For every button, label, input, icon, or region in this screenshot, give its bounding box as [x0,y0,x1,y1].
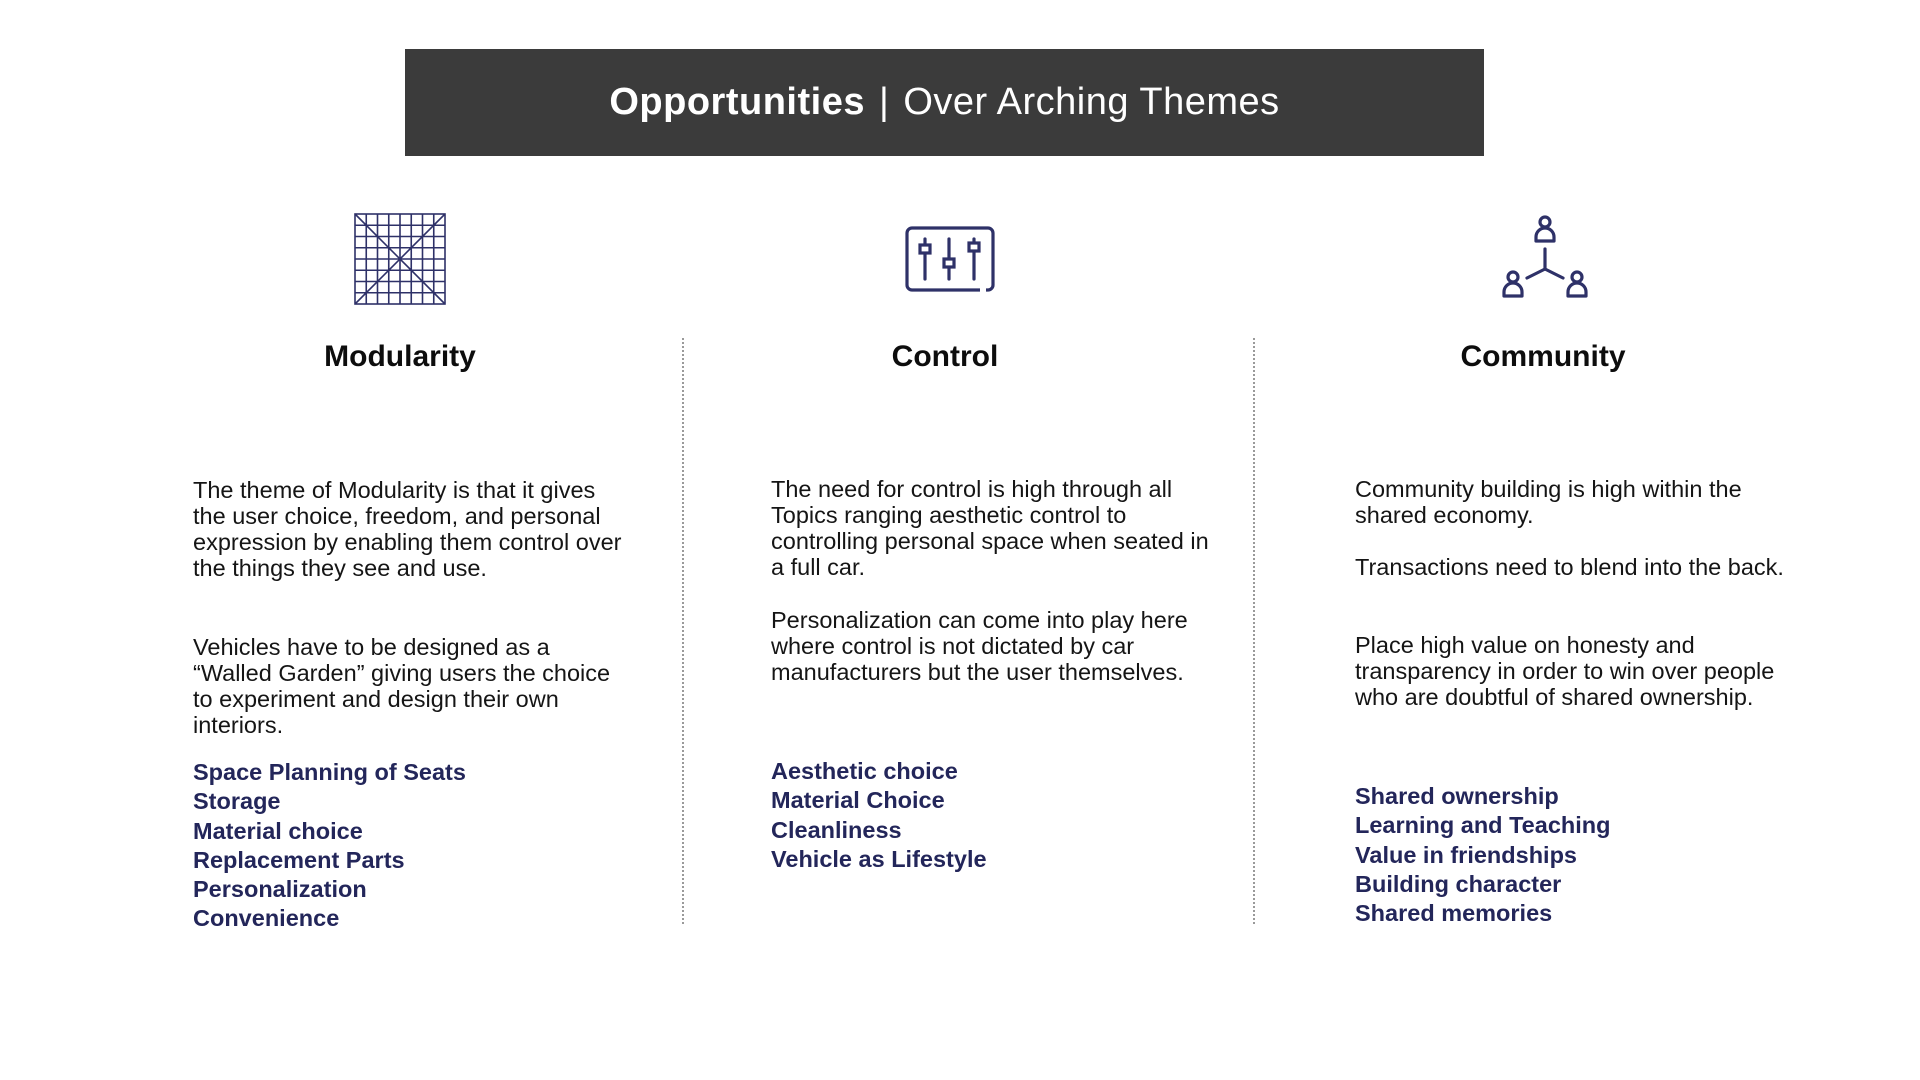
keyword-list [193,758,466,934]
keyword-item: Space Planning of Seats [193,759,466,785]
column-divider [1253,338,1255,924]
keyword-item: Building character [1355,870,1562,897]
column-title: Modularity [324,340,476,373]
title-subtitle: Over Arching Themes [903,81,1280,123]
column-paragraph: Place high value on honesty and transparency in order to win over people who are doubtful of shared ownership. [1355,632,1775,710]
keyword-item: Aesthetic choice [771,758,958,784]
column-paragraph: Community building is high within the shared economy. [1355,476,1742,528]
column-title: Control [891,340,999,373]
keyword-item: Vehicle as Lifestyle [771,845,987,872]
column-paragraph: Transactions need to blend into the back. [1355,554,1784,580]
title-bold: Opportunities [609,81,865,123]
keyword-item: Replacement Parts [193,846,405,873]
keyword-item: Shared ownership [1355,783,1559,809]
keyword-list [771,757,987,874]
keyword-item: Material choice [193,817,363,844]
keyword-item: Storage [193,788,281,815]
keyword-item: Cleanliness [771,816,902,843]
community-icon [1500,214,1590,304]
keyword-item: Shared memories [1355,900,1553,927]
title-separator: | [878,81,890,123]
grid-icon [354,213,446,305]
column-paragraph: Personalization can come into play here where control is not dictated by car manufacturers but the user themselves. [771,607,1188,685]
column-paragraph: The need for control is high through all Topics ranging aesthetic control to controlling personal space when seated in a full car. [771,476,1209,580]
column-divider [682,338,684,924]
sliders-icon [905,226,995,292]
column-paragraph: Vehicles have to be designed as a “Walled Garden” giving users the choice to experiment and design their own interiors. [193,634,611,738]
column-paragraph: The theme of Modularity is that it gives the user choice, freedom, and personal expression by enabling them control over the things they see and use. [193,477,622,581]
keyword-item: Value in friendships [1355,841,1577,868]
keyword-item: Personalization [193,876,367,903]
keyword-item: Convenience [193,905,340,932]
keyword-item: Learning and Teaching [1355,812,1611,839]
keyword-item: Material Choice [771,787,945,814]
keyword-list [1355,782,1610,928]
column-title: Community [1460,340,1626,373]
title-banner [405,49,1484,156]
